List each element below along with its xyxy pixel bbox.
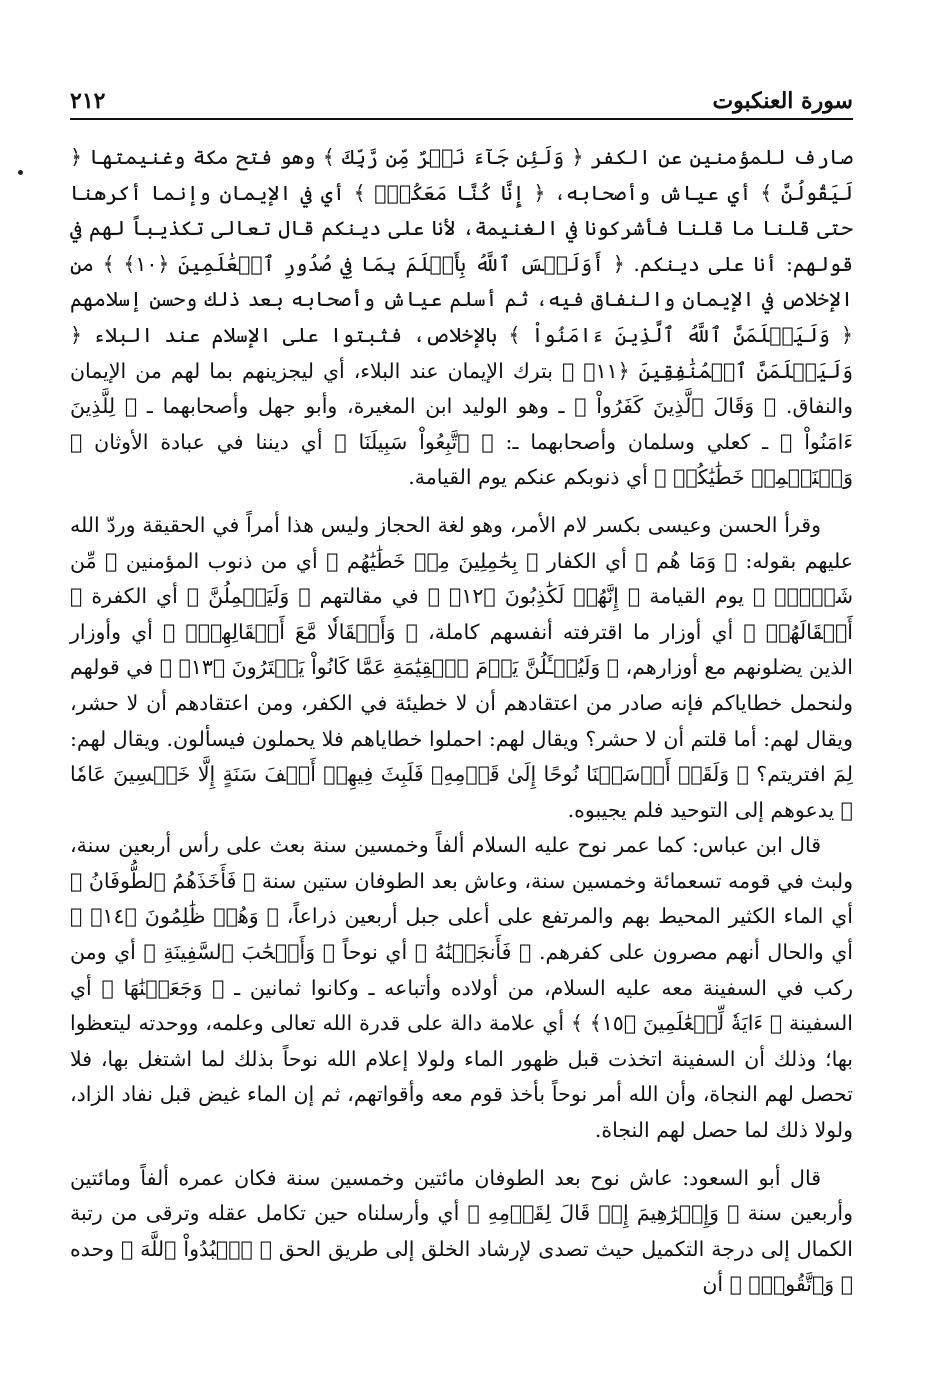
paragraph: صارف للمؤمنين عن الكفر ﴿ وَلَئِن جَآءَ نَصۡرٌ مِّن رَّبِّكَ ﴾ وهو فتح مكة وغنيمتها ﴿ لَيَقُولُنَّ ﴾ أي عياش وأصحابه، ﴿ إِنَّا كُنَّا مَعَكُمۡۚ ﴾ أي في الإيمان وإنما أكرهنا حتى قلنا ما قلنا فأشركونا في الغنيمة، لأنا على دينكم قال تعالى تكذيباً لهم في قولهم: أنا على دينكم. ﴿ أَوَلَيۡسَ ٱللَّهُ بِأَعۡلَمَ بِمَا فِي صُدُورِ ٱلۡعَٰلَمِينَ ﴿١٠﴾ ﴾ من الإخلاص في الإيمان والنفاق فيه، ثم أسلم عياش وأصحابه بعد ذلك وحسن إسلامهم ﴿ وَلَيَعۡلَمَنَّ ٱللَّهُ ٱلَّذِينَ ءَامَنُواْ ﴾ بالإخلاص، فثبتوا على الإسلام عند البلاء ﴿ وَلَيَعۡلَمَنَّ ٱلۡمُنَٰفِقِينَ ﴿١١﴾ ﴾ بترك الإيمان عند البلاء، أي ليجزينهم بما لهم من الإيمان والنفاق. ﴿ وَقَالَ ٱلَّذِينَ كَفَرُواْ ﴾ ـ وهو الوليد ابن المغيرة، وأبو جهل وأصحابهما ـ ﴿ لِلَّذِينَ ءَامَنُواْ ﴾ ـ كعلي وسلمان وأصحابهما ـ: ﴿ ٱتَّبِعُواْ سَبِيلَنَا ﴾ أي ديننا في عبادة الأوثان ﴿ وَلۡنَحۡمِلۡ خَطَٰيَٰكُمۡ ﴾ أي ذنوبكم عنكم يوم القيامة. xyxy=(70,145,853,490)
page-header xyxy=(70,88,853,120)
paragraph: قال ابن عباس: كما عمر نوح عليه السلام ألفاً وخمسين سنة بعث على رأس أربعين سنة، ولبث في قومه تسعمائة وخمسين سنة، وعاش بعد الطوفان ستين سنة ﴿ فَأَخَذَهُمُ ٱلطُّوفَانُ ﴾ أي الماء الكثير المحيط بهم والمرتفع على أعلى جبل أربعين ذراعاً، ﴿ وَهُمۡ ظَٰلِمُونَ ﴿١٤﴾ ﴾ أي والحال أنهم مصرون على كفرهم. ﴿ فَأَنجَيۡنَٰهُ ﴾ أي نوحاً ﴿ وَأَصۡحَٰبَ ٱلسَّفِينَةِ ﴾ أي ومن ركب في السفينة معه عليه السلام، من أولاده وأتباعه ـ وكانوا ثمانين ـ ﴿ وَجَعَلۡنَٰهَا ﴾ أي السفينة ﴿ ءَايَةٗ لِّلۡعَٰلَمِينَ ﴿١٥﴾ ﴾ أي علامة دالة على قدرة الله تعالى وعلمه، ووحدته ليتعظوا بها؛ وذلك أن السفينة اتخذت قبل ظهور الماء ولولا إعلام الله نوحاً بذلك لما اشتغل بها، فلا تحصل لهم النجاة، وأن الله أمر نوحاً بأخذ قوم معه وأقواتهم، ثم إن الماء غيض قبل نفاد الزاد، ولولا ذلك لما حصل لهم النجاة. xyxy=(70,833,853,1143)
paragraph: قال أبو السعود: عاش نوح بعد الطوفان مائتين وخمسين سنة فكان عمره ألفاً ومائتين وأربعين سنة ﴿ وَإِبۡرَٰهِيمَ إِذۡ قَالَ لِقَوۡمِهِ ﴾ أي وأرسلناه حين تكامل عقله وترقى من رتبة الكمال إلى درجة التكميل حيث تصدى لإرشاد الخلق إلى طريق الحق ﴿ ٱعۡبُدُواْ ٱللَّهَ ﴾ وحده ﴿ وَٱتَّقُوهُۖ ﴾ أن xyxy=(70,1165,853,1297)
page-body xyxy=(70,140,853,1303)
paragraph: وقرأ الحسن وعيسى بكسر لام الأمر، وهو لغة الحجاز وليس هذا أمراً في الحقيقة وردّ الله عليهم بقوله: ﴿ وَمَا هُم ﴾ أي الكفار ﴿ بِحَٰمِلِينَ مِنۡ خَطَٰيَٰهُم ﴾ أي من ذنوب المؤمنين ﴿ مِّن شَيۡءٍۖ ﴾ يوم القيامة ﴿ إِنَّهُمۡ لَكَٰذِبُونَ ﴿١٢﴾ ﴾ في مقالتهم ﴿ وَلَيَحۡمِلُنَّ ﴾ أي الكفرة ﴿ أَثۡقَالَهُمۡ ﴾ أي أوزار ما اقترفته أنفسهم كاملة، ﴿ وَأَثۡقَالٗا مَّعَ أَثۡقَالِهِمۡۖ ﴾ أي وأوزار الذين يضلونهم مع أوزارهم، ﴿ وَلَيُسۡـَٔلُنَّ يَوۡمَ ٱلۡقِيَٰمَةِ عَمَّا كَانُواْ يَفۡتَرُونَ ﴿١٣﴾ ﴾ في قولهم ولنحمل خطاياكم فإنه صادر من اعتقادهم أن لا خطيئة في الكفر، ومن اعتقادهم أن لا حشر، ويقال لهم: أما قلتم أن لا حشر؟ ويقال لهم: احملوا خطاياهم فلا يحملون فيسألون. ويقال لهم: لِمَ افتريتم؟ ﴿ وَلَقَدۡ أَرۡسَلۡنَا نُوحًا إِلَىٰ قَوۡمِهِۦ فَلَبِثَ فِيهِمۡ أَلۡفَ سَنَةٍ إِلَّا خَمۡسِينَ عَامٗا ﴾ يدعوهم إلى التوحيد فلم يجيبوه. xyxy=(70,512,853,822)
margin-dot xyxy=(18,170,23,175)
surah-title: سورة العنكبوت xyxy=(712,88,853,114)
page-number: ٢١٢ xyxy=(70,88,106,114)
